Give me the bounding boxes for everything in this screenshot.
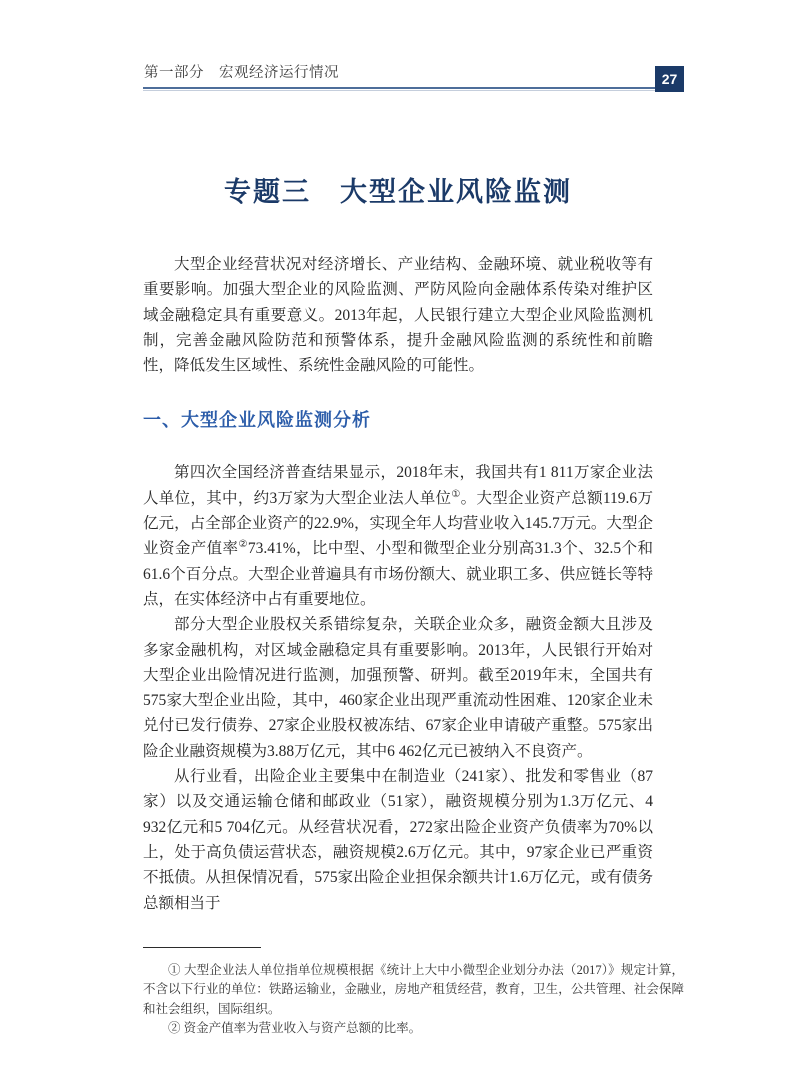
- footnote-2: [143, 1019, 684, 1039]
- footnote-2-text: 资金产值率为营业收入与资产总额的比率。: [183, 1021, 422, 1036]
- page-title: 专题三 大型企业风险监测: [224, 177, 572, 207]
- footnote-separator: [143, 947, 261, 948]
- paragraph-industry-analysis: 从行业看，出险企业主要集中在制造业（241家）、批发和零售业（87家）以及交通运输仓储和邮政业（51家），融资规模分别为1.3万亿元、4 932亿元和5 704亿元。从经营状况看，272家出险企业资产负债率为70%以上，处于高负债运营状态，融资规模2.6万亿元。其中，97家企业已严重资不抵债。从担保情况看，575家出险企业担保余额共计1.6万亿元，或有债务总额相当于: [143, 768, 653, 912]
- footnote-2-marker: ②: [168, 1021, 181, 1036]
- page-content: [143, 62, 684, 1039]
- page-number-badge: 27: [655, 66, 684, 92]
- paragraph-census-text-2: 。大型企业资产总额119.6万亿元，占全部企业资产的22.9%，实现全年人均营业收入145.7万元。大型企业资金产值率: [143, 489, 653, 558]
- footnote-1-marker: ①: [168, 962, 181, 977]
- page-header: [143, 62, 684, 89]
- footnote-ref-2: ②: [238, 539, 248, 551]
- paragraph-risk-monitoring: 部分大型企业股权关系错综复杂，关联企业众多，融资金额大且涉及多家金融机构，对区域金融稳定具有重要影响。2013年，人民银行开始对大型企业出险情况进行监测，加强预警、研判。截至2019年末，全国共有575家大型企业出险，其中，460家企业出现严重流动性困难、120家企业未兑付已发行债券、27家企业股权被冻结、67家企业申请破产重整。575家出险企业融资规模为3.88万亿元，其中6 462亿元已被纳入不良资产。: [143, 616, 653, 760]
- paragraph-census-text-3: 73.41%，比中型、小型和微型企业分别高31.3个、32.5个和61.6个百分点。大型企业普遍具有市场份额大、就业职工多、供应链长等特点，在实体经济中占有重要地位。: [143, 540, 653, 608]
- header-rule: [143, 87, 655, 89]
- footnote-ref-1: ①: [451, 488, 461, 500]
- footnotes-section: [143, 947, 684, 1039]
- paragraph-census-text-1: 第四次全国经济普查结果显示，2018年末，我国共有1 811万家企业法人单位，其中，约3万家为大型企业法人单位: [143, 464, 653, 507]
- paragraph-intro: 大型企业经营状况对经济增长、产业结构、金融环境、就业税收等有重要影响。加强大型企业的风险监测、严防风险向金融体系传染对维护区域金融稳定具有重要意义。2013年起，人民银行建立大型企业风险监测机制，完善金融风险防范和预警体系，提升金融风险监测的系统性和前瞻性，降低发生区域性、系统性金融风险的可能性。: [143, 256, 653, 375]
- footnote-1: [143, 961, 684, 1020]
- section-heading-1: 一、大型企业风险监测分析: [143, 410, 371, 431]
- header-section-title: 第一部分 宏观经济运行情况: [144, 65, 339, 81]
- paragraph-census: [143, 460, 653, 612]
- footnote-1-text: 大型企业法人单位指单位规模根据《统计上大中小微型企业划分办法（2017）》规定计算，不含以下行业的单位：铁路运输业，金融业，房地产租赁经营，教育，卫生，公共管理、社会保障和社会组织，国际组织。: [143, 962, 684, 1016]
